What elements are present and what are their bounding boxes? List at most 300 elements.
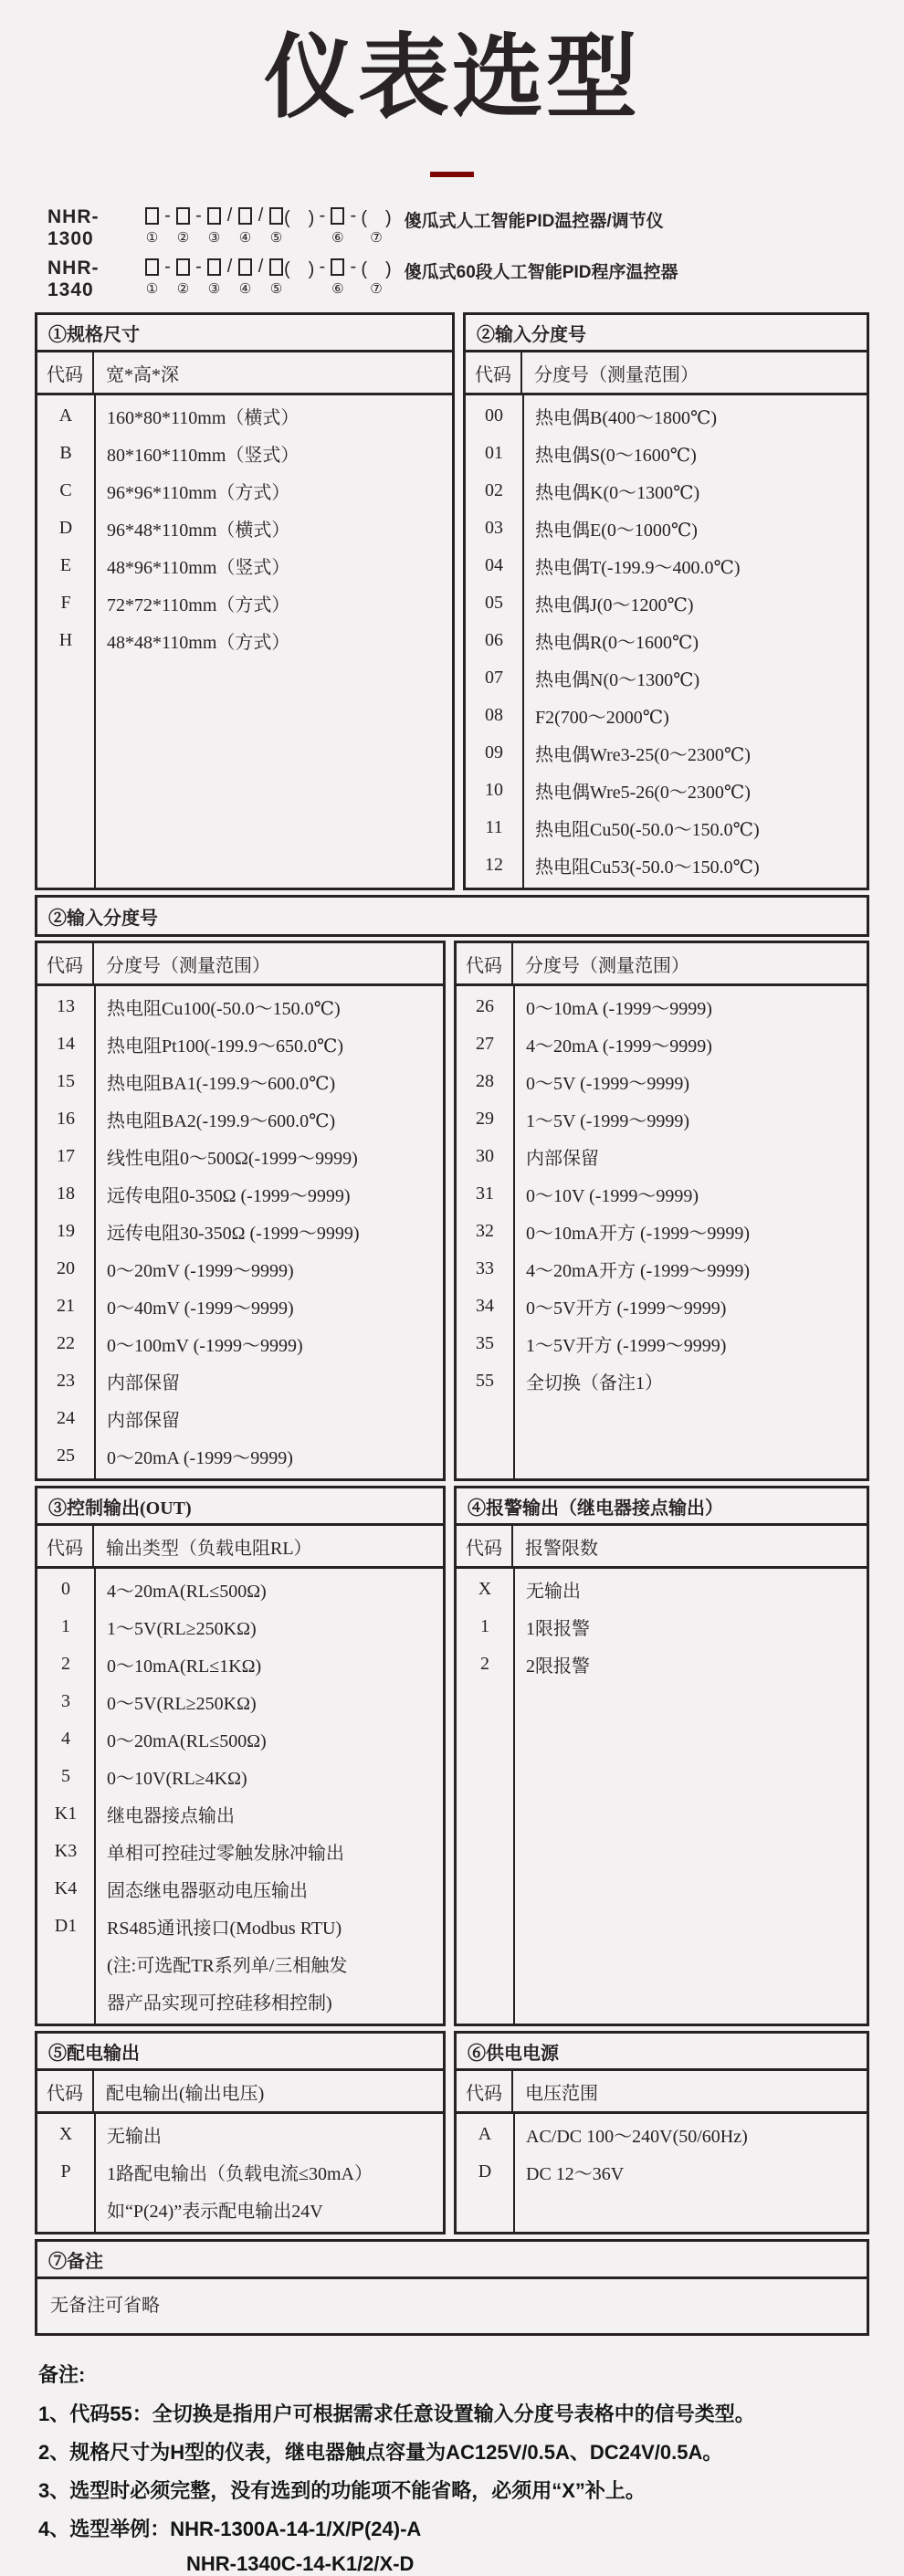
table-power-supply <box>454 2031 869 2234</box>
section-title-alarm-output: ④报警输出（继电器接点输出） <box>457 1488 867 1526</box>
row-code: 1 <box>480 1616 489 1636</box>
row-code: X <box>478 1579 492 1599</box>
table-row <box>37 2153 443 2191</box>
separator-glyph: - <box>164 205 171 226</box>
row-description: 内部保留 <box>107 1373 180 1393</box>
pattern-separator <box>314 254 330 300</box>
table-row <box>37 472 452 510</box>
position-number: ⑦ <box>370 281 383 297</box>
model-order-pattern <box>144 203 392 248</box>
table-body <box>37 395 452 888</box>
table-row <box>37 1213 443 1250</box>
row-description: 0～5V开方 (-1999～9999) <box>526 1299 727 1319</box>
row-code: D <box>58 518 73 538</box>
table-row <box>37 1100 443 1138</box>
table-row <box>37 1175 443 1213</box>
column-header-code: 代码 <box>457 1526 513 1566</box>
row-description: 96*96*110mm（方式） <box>107 483 290 503</box>
row-description: AC/DC 100～240V(50/60Hz) <box>526 2127 748 2147</box>
footnote-item-2: 2、规格尺寸为H型的仪表，继电器触点容量为AC125V/0.5A、DC24V/0.5A。 <box>38 2441 723 2464</box>
table-row <box>37 1362 443 1400</box>
row-description: 热电阻Cu100(-50.0～150.0℃) <box>107 999 341 1019</box>
table-row <box>37 435 452 472</box>
table-row <box>37 1288 443 1325</box>
section-title-remark: ⑦备注 <box>37 2242 867 2279</box>
code-box-glyph <box>269 203 283 228</box>
column-header-code: 代码 <box>457 2071 513 2111</box>
code-box <box>175 254 191 300</box>
table-row <box>37 1720 443 1758</box>
footnote-item-1: 1、代码55：全切换是指用户可根据需求任意设置输入分度号表格中的信号类型。 <box>38 2403 755 2425</box>
row-code: F <box>60 593 71 613</box>
table-remark <box>35 2239 869 2336</box>
row-code: 1 <box>61 1616 70 1636</box>
empty-code-box <box>145 207 159 225</box>
row-description: 4～20mA开方 (-1999～9999) <box>526 1261 750 1281</box>
table-row <box>37 2191 443 2228</box>
remark-body: 无备注可省略 <box>50 2296 160 2316</box>
model-row-nhr-1340 <box>47 254 904 301</box>
row-description: 热电偶N(0～1300℃) <box>535 670 700 690</box>
table-header <box>37 2071 443 2114</box>
table-row <box>37 988 443 1025</box>
table-row <box>466 659 867 697</box>
row-code: 07 <box>485 668 503 688</box>
table-row <box>466 697 867 734</box>
separator-glyph: - <box>319 205 326 226</box>
table-header <box>37 352 452 395</box>
row-code: D1 <box>54 1916 78 1936</box>
band-control-and-alarm <box>35 1486 869 2026</box>
code-box <box>268 254 284 300</box>
position-number: ⑦ <box>370 230 383 246</box>
model-row-nhr-1300 <box>47 203 904 250</box>
table-row <box>457 1063 867 1100</box>
table-row <box>466 510 867 547</box>
table-header <box>37 943 443 986</box>
code-box <box>330 203 345 248</box>
row-description: 1路配电输出（负载电流≤30mA） <box>107 2164 373 2184</box>
code-box-glyph <box>176 203 190 228</box>
row-code: 00 <box>485 405 503 426</box>
row-code: 35 <box>476 1333 494 1353</box>
table-row <box>37 1795 443 1833</box>
table-input-range-1 <box>463 312 869 890</box>
column-header-desc: 分度号（测量范围） <box>106 956 270 976</box>
row-code: 2 <box>480 1654 489 1674</box>
table-row <box>37 1025 443 1063</box>
row-description: 单相可控硅过零触发脉冲输出 <box>107 1844 344 1864</box>
pattern-separator <box>345 203 361 248</box>
row-code: 32 <box>476 1221 494 1241</box>
pattern-separator <box>160 254 175 300</box>
model-description: 傻瓜式60段人工智能PID程序温控器 <box>404 263 678 282</box>
model-order-pattern <box>144 254 392 300</box>
code-box <box>268 203 284 248</box>
row-description: 0～10V(RL≥4KΩ) <box>107 1769 247 1789</box>
row-code: 11 <box>485 817 503 837</box>
table-row <box>466 472 867 510</box>
column-header-code: 代码 <box>37 2071 94 2111</box>
row-code: 33 <box>476 1258 494 1278</box>
row-code: 29 <box>476 1109 494 1129</box>
pattern-separator <box>314 203 330 248</box>
table-row <box>37 547 452 584</box>
table-row <box>37 1571 443 1608</box>
code-box <box>144 203 160 248</box>
position-number: ④ <box>238 230 252 246</box>
row-description: 器产品实现可控硅移相控制) <box>107 1993 332 2013</box>
table-spec-size <box>35 312 455 890</box>
empty-code-box <box>331 207 344 225</box>
row-code: 31 <box>476 1183 494 1204</box>
pattern-separator <box>284 254 314 300</box>
column-header-code: 代码 <box>457 943 513 983</box>
pattern-separator <box>345 254 361 300</box>
code-box <box>206 254 222 300</box>
separator-glyph: - <box>350 256 357 277</box>
row-code: 14 <box>57 1034 75 1054</box>
row-description: 热电偶S(0～1600℃) <box>535 446 697 466</box>
table-row <box>457 1571 867 1608</box>
table-row <box>37 1833 443 1870</box>
table-body <box>466 395 867 888</box>
table-row <box>457 1100 867 1138</box>
position-number: ③ <box>207 281 221 297</box>
section-title-power-supply: ⑥供电电源 <box>457 2034 867 2071</box>
row-description: 热电偶Wre3-25(0～2300℃) <box>535 745 751 765</box>
row-code: 02 <box>485 480 503 500</box>
pattern-separator <box>284 203 314 248</box>
row-description: 远传电阻30-350Ω (-1999～9999) <box>107 1224 360 1244</box>
row-code: 3 <box>61 1691 70 1711</box>
code-box-glyph <box>176 254 190 279</box>
row-description: 0～20mV (-1999～9999) <box>107 1261 294 1281</box>
table-body <box>37 986 443 1478</box>
table-input-range-2-right <box>454 941 869 1481</box>
table-body <box>457 986 867 1478</box>
row-description: 热电阻Cu53(-50.0～150.0℃) <box>535 857 760 878</box>
table-row <box>37 1325 443 1362</box>
empty-code-box <box>238 207 252 225</box>
table-body <box>457 1569 867 2024</box>
row-description: RS485通讯接口(Modbus RTU) <box>107 1919 342 1939</box>
row-code: 4 <box>61 1729 70 1749</box>
table-row <box>37 584 452 622</box>
row-code: 24 <box>57 1408 75 1428</box>
pattern-separator <box>222 254 237 300</box>
row-code: E <box>59 555 72 575</box>
row-code: 23 <box>57 1371 75 1391</box>
row-code: 13 <box>57 996 75 1016</box>
table-row <box>37 1645 443 1683</box>
empty-code-box <box>176 258 190 276</box>
row-code: 28 <box>476 1071 494 1091</box>
row-code: 17 <box>57 1146 75 1166</box>
row-code: 21 <box>57 1296 75 1316</box>
table-row <box>37 1683 443 1720</box>
code-box-glyph <box>207 254 221 279</box>
separator-glyph: ( ) <box>361 207 392 228</box>
footnote-example-line-2: NHR-1340C-14-K1/2/X-D <box>186 2552 415 2575</box>
row-description: 96*48*110mm（横式） <box>107 520 290 541</box>
row-description: 48*96*110mm（竖式） <box>107 558 290 578</box>
row-description: 0～20mA(RL≤500Ω) <box>107 1731 267 1751</box>
row-description: 0～5V(RL≥250KΩ) <box>107 1694 257 1714</box>
table-row <box>457 1250 867 1288</box>
row-code: P <box>60 2161 71 2182</box>
empty-code-box <box>269 207 283 225</box>
table-body <box>37 2114 443 2232</box>
model-code-legend <box>47 203 904 301</box>
band-spec-and-input <box>35 312 869 890</box>
row-code: 03 <box>485 518 503 538</box>
row-description: 内部保留 <box>107 1411 180 1431</box>
position-number: ⑤ <box>269 230 283 246</box>
row-code: 22 <box>57 1333 75 1353</box>
band-distribution-and-power <box>35 2031 869 2234</box>
footnotes-label: 备注: <box>38 2363 86 2386</box>
row-code: 30 <box>476 1146 494 1166</box>
row-description: 1～5V (-1999～9999) <box>526 1111 690 1131</box>
row-description: 热电阻BA1(-199.9～600.0℃) <box>107 1074 336 1094</box>
table-row <box>37 1870 443 1908</box>
table-row <box>37 1908 443 1945</box>
row-description: 1～5V(RL≥250KΩ) <box>107 1619 257 1639</box>
row-description: (注:可选配TR系列单/三相触发 <box>107 1956 348 1976</box>
code-box-glyph <box>238 203 252 228</box>
table-header <box>37 1526 443 1569</box>
row-code: 18 <box>57 1183 75 1204</box>
table-header <box>457 1526 867 1569</box>
separator-glyph: - <box>350 205 357 226</box>
model-description: 傻瓜式人工智能PID温控器/调节仪 <box>404 212 664 231</box>
table-row <box>466 622 867 659</box>
row-code: A <box>58 405 73 426</box>
table-row <box>457 1362 867 1400</box>
table-row <box>37 510 452 547</box>
table-row <box>457 2153 867 2191</box>
table-row <box>37 1982 443 2020</box>
code-box-glyph <box>207 203 221 228</box>
row-description: 热电偶T(-199.9～400.0℃) <box>535 558 741 578</box>
band-input-range-2 <box>35 941 869 1481</box>
table-header <box>457 2071 867 2114</box>
position-number: ② <box>176 281 190 297</box>
row-code: 55 <box>476 1371 494 1391</box>
separator-glyph: - <box>195 205 202 226</box>
separator-glyph: / <box>258 256 264 277</box>
table-distribution-output <box>35 2031 446 2234</box>
position-number: ① <box>145 281 159 297</box>
row-description: 0～10mA(RL≤1KΩ) <box>107 1656 262 1677</box>
code-box-glyph <box>331 254 344 279</box>
table-row <box>466 435 867 472</box>
table-control-output <box>35 1486 446 2026</box>
table-row <box>457 1025 867 1063</box>
row-code: 01 <box>485 443 503 463</box>
row-code: K3 <box>54 1841 78 1861</box>
table-row <box>466 772 867 809</box>
row-code: X <box>58 2124 73 2144</box>
model-name: NHR-1300 <box>47 206 100 249</box>
footnote-item-3: 3、选型时必须完整，没有选到的功能项不能省略，必须用“X”补上。 <box>38 2479 646 2502</box>
empty-code-box <box>331 258 344 276</box>
row-description: 热电阻BA2(-199.9～600.0℃) <box>107 1111 336 1131</box>
row-description: 80*160*110mm（竖式） <box>107 446 300 466</box>
code-box-glyph <box>269 254 283 279</box>
pattern-separator <box>160 203 175 248</box>
pattern-separator <box>253 203 268 248</box>
table-row <box>457 988 867 1025</box>
table-body <box>457 2114 867 2232</box>
table-header <box>466 352 867 395</box>
row-code: 10 <box>485 780 503 800</box>
row-description: 热电偶J(0～1200℃) <box>535 595 694 615</box>
pattern-separator <box>361 203 391 248</box>
position-number: ⑤ <box>269 281 283 297</box>
position-number: ⑥ <box>331 281 344 297</box>
code-box-glyph <box>238 254 252 279</box>
column-header-code: 代码 <box>37 943 94 983</box>
table-row <box>457 1325 867 1362</box>
row-description: 继电器接点输出 <box>107 1806 235 1826</box>
table-row <box>37 397 452 435</box>
row-description: 热电偶E(0～1000℃) <box>535 520 698 541</box>
table-row <box>37 1758 443 1795</box>
row-code: 19 <box>57 1221 75 1241</box>
separator-glyph: - <box>164 256 171 277</box>
title-dash-decoration <box>430 172 474 177</box>
code-box <box>175 203 191 248</box>
table-body <box>37 1569 443 2024</box>
row-description: 0～5V (-1999～9999) <box>526 1074 690 1094</box>
separator-glyph: - <box>319 256 326 277</box>
empty-code-box <box>238 258 252 276</box>
row-description: 4～20mA(RL≤500Ω) <box>107 1582 267 1602</box>
column-header-desc: 配电输出(输出电压) <box>106 2084 265 2104</box>
table-row <box>466 734 867 772</box>
section-title-input-range-2: ②输入分度号 <box>35 895 869 937</box>
section-title-distribution-output: ⑤配电输出 <box>37 2034 443 2071</box>
row-code: 16 <box>57 1109 75 1129</box>
row-description: 0～10V (-1999～9999) <box>526 1186 699 1206</box>
separator-glyph: / <box>258 205 264 226</box>
position-number: ④ <box>238 281 252 297</box>
row-description: 远传电阻0-350Ω (-1999～9999) <box>107 1186 351 1206</box>
row-description: 48*48*110mm（方式） <box>107 633 290 653</box>
row-description: 全切换（备注1） <box>526 1373 663 1393</box>
footnote-item-4: 4、选型举例：NHR-1300A-14-1/X/P(24)-A <box>38 2518 422 2540</box>
code-box-glyph <box>145 203 159 228</box>
table-row <box>37 1063 443 1100</box>
table-row <box>466 547 867 584</box>
row-description: 4～20mA (-1999～9999) <box>526 1036 712 1057</box>
table-row <box>37 1437 443 1475</box>
row-description: 无输出 <box>107 2127 162 2147</box>
column-header-desc: 电压范围 <box>525 2084 598 2104</box>
row-description: 0～40mV (-1999～9999) <box>107 1299 294 1319</box>
row-description: 0～20mA (-1999～9999) <box>107 1448 293 1468</box>
row-code: D <box>478 2161 492 2182</box>
empty-code-box <box>207 207 221 225</box>
pattern-separator <box>361 254 391 300</box>
row-code: H <box>58 630 73 650</box>
empty-code-box <box>269 258 283 276</box>
row-description: 热电偶R(0～1600℃) <box>535 633 699 653</box>
empty-code-box <box>145 258 159 276</box>
row-code: 06 <box>485 630 503 650</box>
pattern-separator <box>253 254 268 300</box>
table-row <box>457 1288 867 1325</box>
row-code: 08 <box>485 705 503 725</box>
table-row <box>466 809 867 846</box>
table-row <box>466 584 867 622</box>
code-box <box>330 254 345 300</box>
position-number: ② <box>176 230 190 246</box>
row-code: 0 <box>61 1579 70 1599</box>
row-code: B <box>59 443 72 463</box>
row-code: 15 <box>57 1071 75 1091</box>
column-header-code: 代码 <box>466 352 522 393</box>
row-code: A <box>478 2124 492 2144</box>
pattern-separator <box>191 254 206 300</box>
code-box <box>144 254 160 300</box>
footnotes <box>38 2360 849 2576</box>
row-code: 27 <box>476 1034 494 1054</box>
row-description: 2限报警 <box>526 1656 590 1677</box>
section-title-control-output: ③控制输出(OUT) <box>37 1488 443 1526</box>
table-row <box>37 622 452 659</box>
column-header-desc: 宽*高*深 <box>106 365 179 385</box>
row-description: 1限报警 <box>526 1619 590 1639</box>
section-title-input-range: ②输入分度号 <box>466 315 867 352</box>
separator-glyph: / <box>226 205 233 226</box>
table-row <box>457 2116 867 2153</box>
table-input-range-2-left <box>35 941 446 1481</box>
row-description: 160*80*110mm（横式） <box>107 408 300 428</box>
code-box <box>206 203 222 248</box>
row-description: 如“P(24)”表示配电输出24V <box>107 2202 323 2222</box>
row-code: 09 <box>485 742 503 762</box>
table-row <box>37 1250 443 1288</box>
row-code: 26 <box>476 996 494 1016</box>
row-description: 无输出 <box>526 1582 581 1602</box>
row-description: 0～10mA (-1999～9999) <box>526 999 712 1019</box>
table-row <box>457 1645 867 1683</box>
column-header-desc: 报警限数 <box>525 1539 598 1559</box>
column-header-desc: 输出类型（负载电阻RL） <box>106 1539 312 1559</box>
separator-glyph: / <box>226 256 233 277</box>
row-code: 5 <box>61 1766 70 1786</box>
table-row <box>457 1608 867 1645</box>
table-row <box>37 1608 443 1645</box>
separator-glyph: ( ) <box>284 207 315 228</box>
row-code: 20 <box>57 1258 75 1278</box>
model-name: NHR-1340 <box>47 258 100 300</box>
table-alarm-output <box>454 1486 869 2026</box>
pattern-separator <box>191 203 206 248</box>
row-description: 热电偶K(0～1300℃) <box>535 483 700 503</box>
row-code: C <box>59 480 72 500</box>
position-number: ① <box>145 230 159 246</box>
separator-glyph: ( ) <box>284 258 315 279</box>
page-title: 仪表选型 <box>264 26 640 129</box>
table-row <box>37 1400 443 1437</box>
row-description: 热电阻Cu50(-50.0～150.0℃) <box>535 820 760 840</box>
row-description: 72*72*110mm（方式） <box>107 595 290 615</box>
column-header-code: 代码 <box>37 1526 94 1566</box>
